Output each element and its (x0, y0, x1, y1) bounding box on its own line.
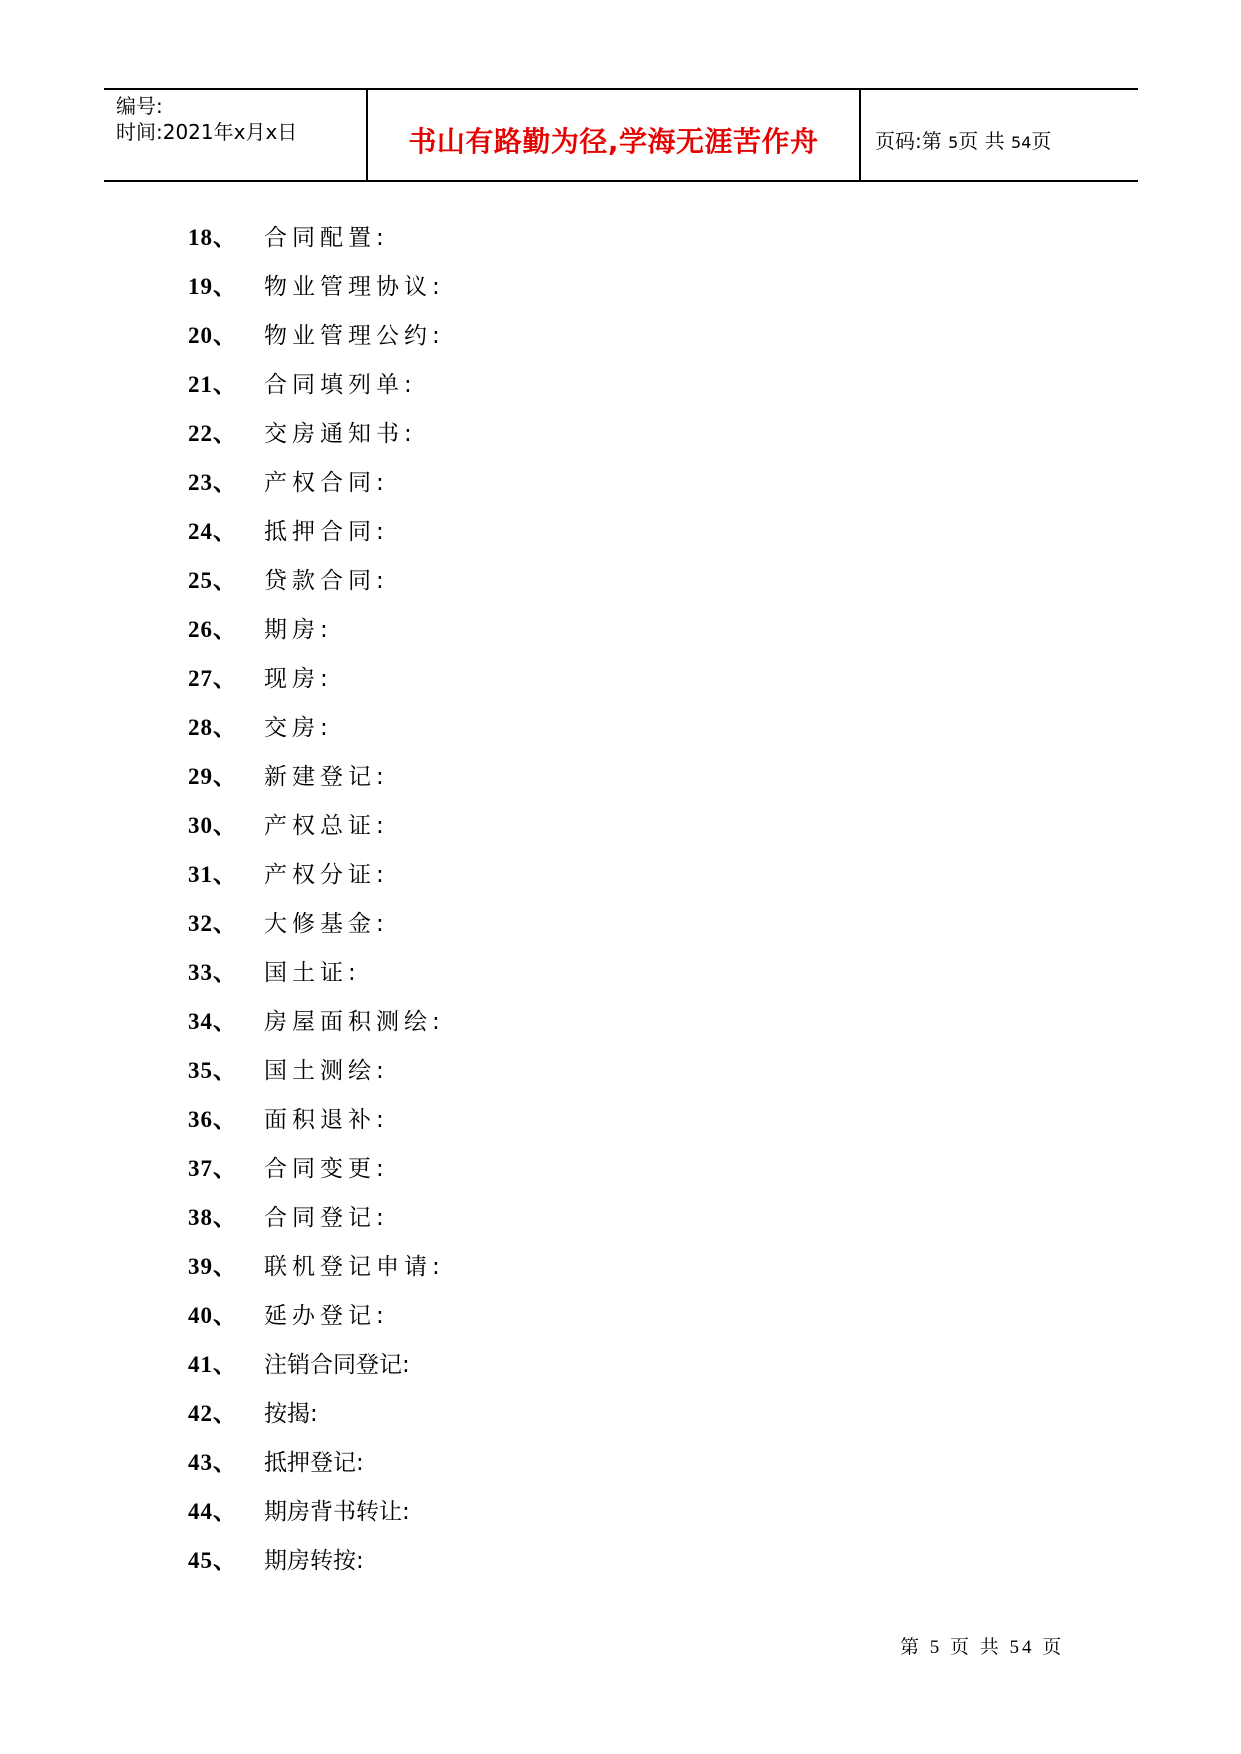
item-label: 产权合同: (264, 470, 389, 496)
item-number: 39、 (188, 1254, 237, 1279)
item-number: 38、 (188, 1205, 237, 1230)
item-number: 21、 (188, 372, 237, 397)
item-number: 40、 (188, 1303, 237, 1328)
item-label: 物业管理公约: (264, 323, 445, 349)
item-number: 20、 (188, 323, 237, 348)
item-number: 42、 (188, 1401, 237, 1426)
list-item (188, 1200, 988, 1249)
list-item (188, 1396, 988, 1445)
item-label: 期房转按: (264, 1548, 364, 1574)
list-item (188, 514, 988, 563)
list-item (188, 1298, 988, 1347)
item-label: 大修基金: (264, 911, 389, 937)
document-date: 时间:2021年x月x日 (116, 120, 298, 144)
page-current: 5 (948, 133, 959, 152)
item-label: 贷款合同: (264, 568, 389, 594)
header-motto-cell (368, 90, 861, 180)
item-label: 面积退补: (264, 1107, 389, 1133)
item-label: 延办登记: (264, 1303, 389, 1329)
header-page-number (875, 125, 1051, 154)
list-item (188, 857, 988, 906)
list-item (188, 1347, 988, 1396)
item-number: 30、 (188, 813, 237, 838)
item-label: 现房: (264, 666, 333, 692)
page-total: 54 (1011, 133, 1032, 152)
item-number: 44、 (188, 1499, 237, 1524)
item-number: 33、 (188, 960, 237, 985)
page-footer: 第 5 页 共 54 页 (900, 1637, 1065, 1658)
list-item (188, 955, 988, 1004)
header-meta-cell (104, 90, 368, 180)
item-number: 41、 (188, 1352, 237, 1377)
item-number: 32、 (188, 911, 237, 936)
list-item (188, 1249, 988, 1298)
item-number: 25、 (188, 568, 237, 593)
header-page-cell (861, 90, 1138, 180)
item-number: 19、 (188, 274, 237, 299)
item-number: 43、 (188, 1450, 237, 1475)
list-item (188, 1151, 988, 1200)
list-item (188, 1102, 988, 1151)
item-label: 新建登记: (264, 764, 389, 790)
term-list (188, 220, 988, 1592)
item-label: 抵押登记: (264, 1450, 364, 1476)
list-item (188, 318, 988, 367)
list-item (188, 612, 988, 661)
list-item (188, 367, 988, 416)
item-label: 交房通知书: (264, 421, 417, 447)
item-number: 18、 (188, 225, 237, 250)
page-prefix: 页码:第 (875, 129, 942, 153)
item-label: 合同填列单: (264, 372, 417, 398)
item-number: 26、 (188, 617, 237, 642)
list-item (188, 661, 988, 710)
item-number: 35、 (188, 1058, 237, 1083)
list-item (188, 563, 988, 612)
page-mid: 页 共 (958, 129, 1005, 153)
list-item (188, 759, 988, 808)
item-label: 抵押合同: (264, 519, 389, 545)
list-item (188, 220, 988, 269)
item-label: 期房背书转让: (264, 1499, 410, 1525)
item-number: 34、 (188, 1009, 237, 1034)
item-label: 合同变更: (264, 1156, 389, 1182)
item-label: 联机登记申请: (264, 1254, 445, 1280)
item-label: 按揭: (264, 1401, 318, 1427)
motto-text: 书山有路勤为径,学海无涯苦作舟 (408, 125, 819, 158)
item-label: 合同登记: (264, 1205, 389, 1231)
page-header (104, 88, 1138, 182)
page-suffix: 页 (1031, 129, 1052, 153)
list-item (188, 710, 988, 759)
item-label: 国土测绘: (264, 1058, 389, 1084)
item-number: 24、 (188, 519, 237, 544)
list-item (188, 1445, 988, 1494)
list-item (188, 269, 988, 318)
item-number: 23、 (188, 470, 237, 495)
list-item (188, 1053, 988, 1102)
item-label: 期房: (264, 617, 333, 643)
item-number: 27、 (188, 666, 237, 691)
item-label: 国土证: (264, 960, 361, 986)
item-number: 37、 (188, 1156, 237, 1181)
item-number: 45、 (188, 1548, 237, 1573)
list-item (188, 808, 988, 857)
list-item (188, 1494, 988, 1543)
item-label: 注销合同登记: (264, 1352, 410, 1378)
item-label: 产权总证: (264, 813, 389, 839)
list-item (188, 1543, 988, 1592)
item-label: 物业管理协议: (264, 274, 445, 300)
list-item (188, 1004, 988, 1053)
item-label: 产权分证: (264, 862, 389, 888)
item-number: 29、 (188, 764, 237, 789)
list-item (188, 416, 988, 465)
item-number: 28、 (188, 715, 237, 740)
list-item (188, 465, 988, 514)
list-item (188, 906, 988, 955)
item-number: 22、 (188, 421, 237, 446)
item-number: 31、 (188, 862, 237, 887)
item-label: 合同配置: (264, 225, 389, 251)
item-label: 交房: (264, 715, 333, 741)
item-label: 房屋面积测绘: (264, 1009, 445, 1035)
item-number: 36、 (188, 1107, 237, 1132)
document-number-label: 编号: (116, 94, 163, 118)
